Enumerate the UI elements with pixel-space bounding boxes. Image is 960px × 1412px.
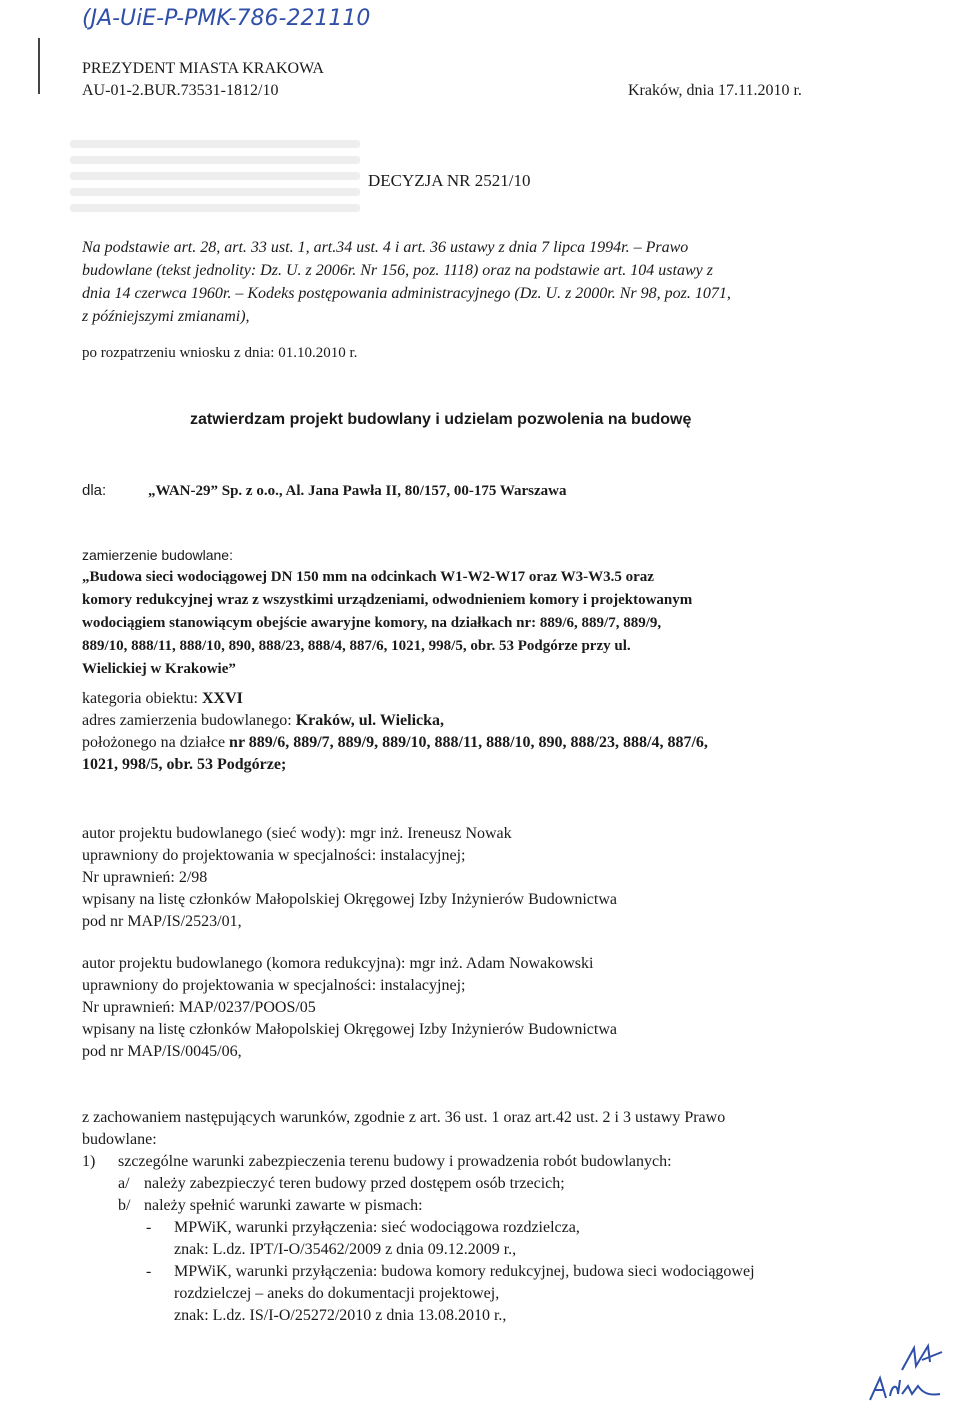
intent-label: zamierzenie budowlane: — [82, 547, 233, 563]
request-date-line: po rozpatrzeniu wniosku z dnia: 01.10.2010 r. — [82, 345, 358, 361]
decision-heading: zatwierdzam projekt budowlany i udzielam pozwolenia na budowę — [190, 411, 692, 428]
recipient-label: dla: — [82, 482, 107, 499]
condition-b-number: b/ — [118, 1197, 131, 1214]
address-label: adres zamierzenia budowlanego: — [82, 712, 296, 729]
condition-a-text: należy zabezpieczyć teren budowy przed dostępem osób trzecich; — [144, 1175, 565, 1192]
object-details — [82, 689, 882, 775]
plot-row — [82, 733, 882, 753]
author-line: Nr uprawnień: 2/98 — [82, 869, 208, 886]
reference-number: AU-01-2.BUR.73531-1812/10 — [82, 82, 279, 99]
author-line: pod nr MAP/IS/2523/01, — [82, 913, 242, 930]
author-line: wpisany na listę członków Małopolskiej Okręgowej Izby Inżynierów Budownictwa — [82, 891, 617, 908]
author-block-chamber — [82, 954, 882, 1062]
margin-pen-mark — [38, 38, 40, 94]
legal-basis — [82, 238, 872, 327]
faded-stamp — [70, 132, 360, 232]
condition-b2-line: MPWiK, warunki przyłączenia: budowa komory redukcyjnej, budowa sieci wodociągowej — [174, 1263, 755, 1280]
category-value: XXVI — [201, 690, 243, 707]
document-title: DECYZJA NR 2521/10 — [368, 171, 531, 190]
bullet-dash: - — [146, 1263, 152, 1280]
conditions-intro-line: z zachowaniem następujących warunków, zgodnie z art. 36 ust. 1 oraz art.42 ust. 2 i 3 ustawy Prawo — [82, 1109, 726, 1126]
condition-a-number: a/ — [118, 1175, 130, 1192]
author-line: autor projektu budowlanego (komora redukcyjna): mgr inż. Adam Nowakowski — [82, 955, 594, 972]
author-line: uprawniony do projektowania w specjalności: instalacyjnej; — [82, 847, 466, 864]
conditions-intro — [82, 1108, 882, 1150]
intent-line: „Budowa sieci wodociągowej DN 150 mm na odcinkach W1-W2-W17 oraz W3-W3.5 oraz — [82, 569, 654, 585]
category-label: kategoria obiektu: — [82, 690, 202, 707]
author-block-water — [82, 824, 882, 932]
plot-label: położonego na działce — [82, 734, 230, 751]
category-row — [82, 689, 882, 709]
author-line: wpisany na listę członków Małopolskiej Okręgowej Izby Inżynierów Budownictwa — [82, 1021, 617, 1038]
issuing-authority: PREZYDENT MIASTA KRAKOWA — [82, 60, 324, 77]
intent-line: 889/10, 888/11, 888/10, 890, 888/23, 888/4, 887/6, 1021, 998/5, obr. 53 Podgórze przy ul. — [82, 638, 631, 654]
condition-1-text: szczególne warunki zabezpieczenia terenu budowy i prowadzenia robót budowlanych: — [118, 1153, 672, 1170]
author-line: uprawniony do projektowania w specjalności: instalacyjnej; — [82, 977, 466, 994]
author-line: autor projektu budowlanego (sieć wody): mgr inż. Ireneusz Nowak — [82, 825, 512, 842]
bullet-dash: - — [146, 1219, 152, 1236]
address-value: Kraków, ul. Wielicka, — [295, 712, 445, 729]
author-line: Nr uprawnień: MAP/0237/POOS/05 — [82, 999, 316, 1016]
condition-b2-line: znak: L.dz. IS/I-O/25272/2010 z dnia 13.08.2010 r., — [174, 1307, 507, 1324]
handwritten-initials — [862, 1340, 950, 1406]
handwritten-case-number: (JA-UiE-P-PMK-786-221110 — [82, 6, 371, 31]
intent-line: komory redukcyjnej wraz z wszystkimi urządzeniami, odwodnieniem komory i projektowanym — [82, 592, 693, 608]
condition-b1-line: znak: L.dz. IPT/I-O/35462/2009 z dnia 09.12.2009 r., — [174, 1241, 517, 1258]
legal-basis-line: z późniejszymi zmianami), — [82, 308, 250, 325]
condition-1-number: 1) — [82, 1153, 96, 1170]
legal-basis-line: Na podstawie art. 28, art. 33 ust. 1, art.34 ust. 4 i art. 36 ustawy z dnia 7 lipca 1994r. – Prawo — [82, 239, 689, 256]
recipient-value: „WAN-29” Sp. z o.o., Al. Jana Pawła II, 80/157, 00-175 Warszawa — [148, 483, 567, 499]
condition-b2-line: rozdzielczej – aneks do dokumentacji projektowej, — [174, 1285, 500, 1302]
intent-line: wodociągiem stanowiącym obejście awaryjne komory, na działkach nr: 889/6, 889/7, 889/9, — [82, 615, 662, 631]
author-line: pod nr MAP/IS/0045/06, — [82, 1043, 242, 1060]
intent-description — [82, 567, 872, 679]
legal-basis-line: dnia 14 czerwca 1960r. – Kodeks postępowania administracyjnego (Dz. U. z 2000r. Nr 98, poz. 1071, — [82, 285, 731, 302]
condition-b-text: należy spełnić warunki zawarte w pismach: — [144, 1197, 423, 1214]
plot-value-continued: 1021, 998/5, obr. 53 Podgórze; — [82, 756, 287, 773]
conditions-intro-line: budowlane: — [82, 1131, 157, 1148]
place-and-date: Kraków, dnia 17.11.2010 r. — [628, 82, 802, 99]
plot-value: nr 889/6, 889/7, 889/9, 889/10, 888/11, 888/10, 890, 888/23, 888/4, 887/6, — [229, 734, 708, 751]
legal-basis-line: budowlane (tekst jednolity: Dz. U. z 2006r. Nr 156, poz. 1118) oraz na podstawie art. 104 ustawy z — [82, 262, 713, 279]
intent-line: Wielickiej w Krakowie” — [82, 661, 236, 677]
condition-b1-line: MPWiK, warunki przyłączenia: sieć wodociągowa rozdzielcza, — [174, 1219, 580, 1236]
address-row — [82, 711, 882, 731]
